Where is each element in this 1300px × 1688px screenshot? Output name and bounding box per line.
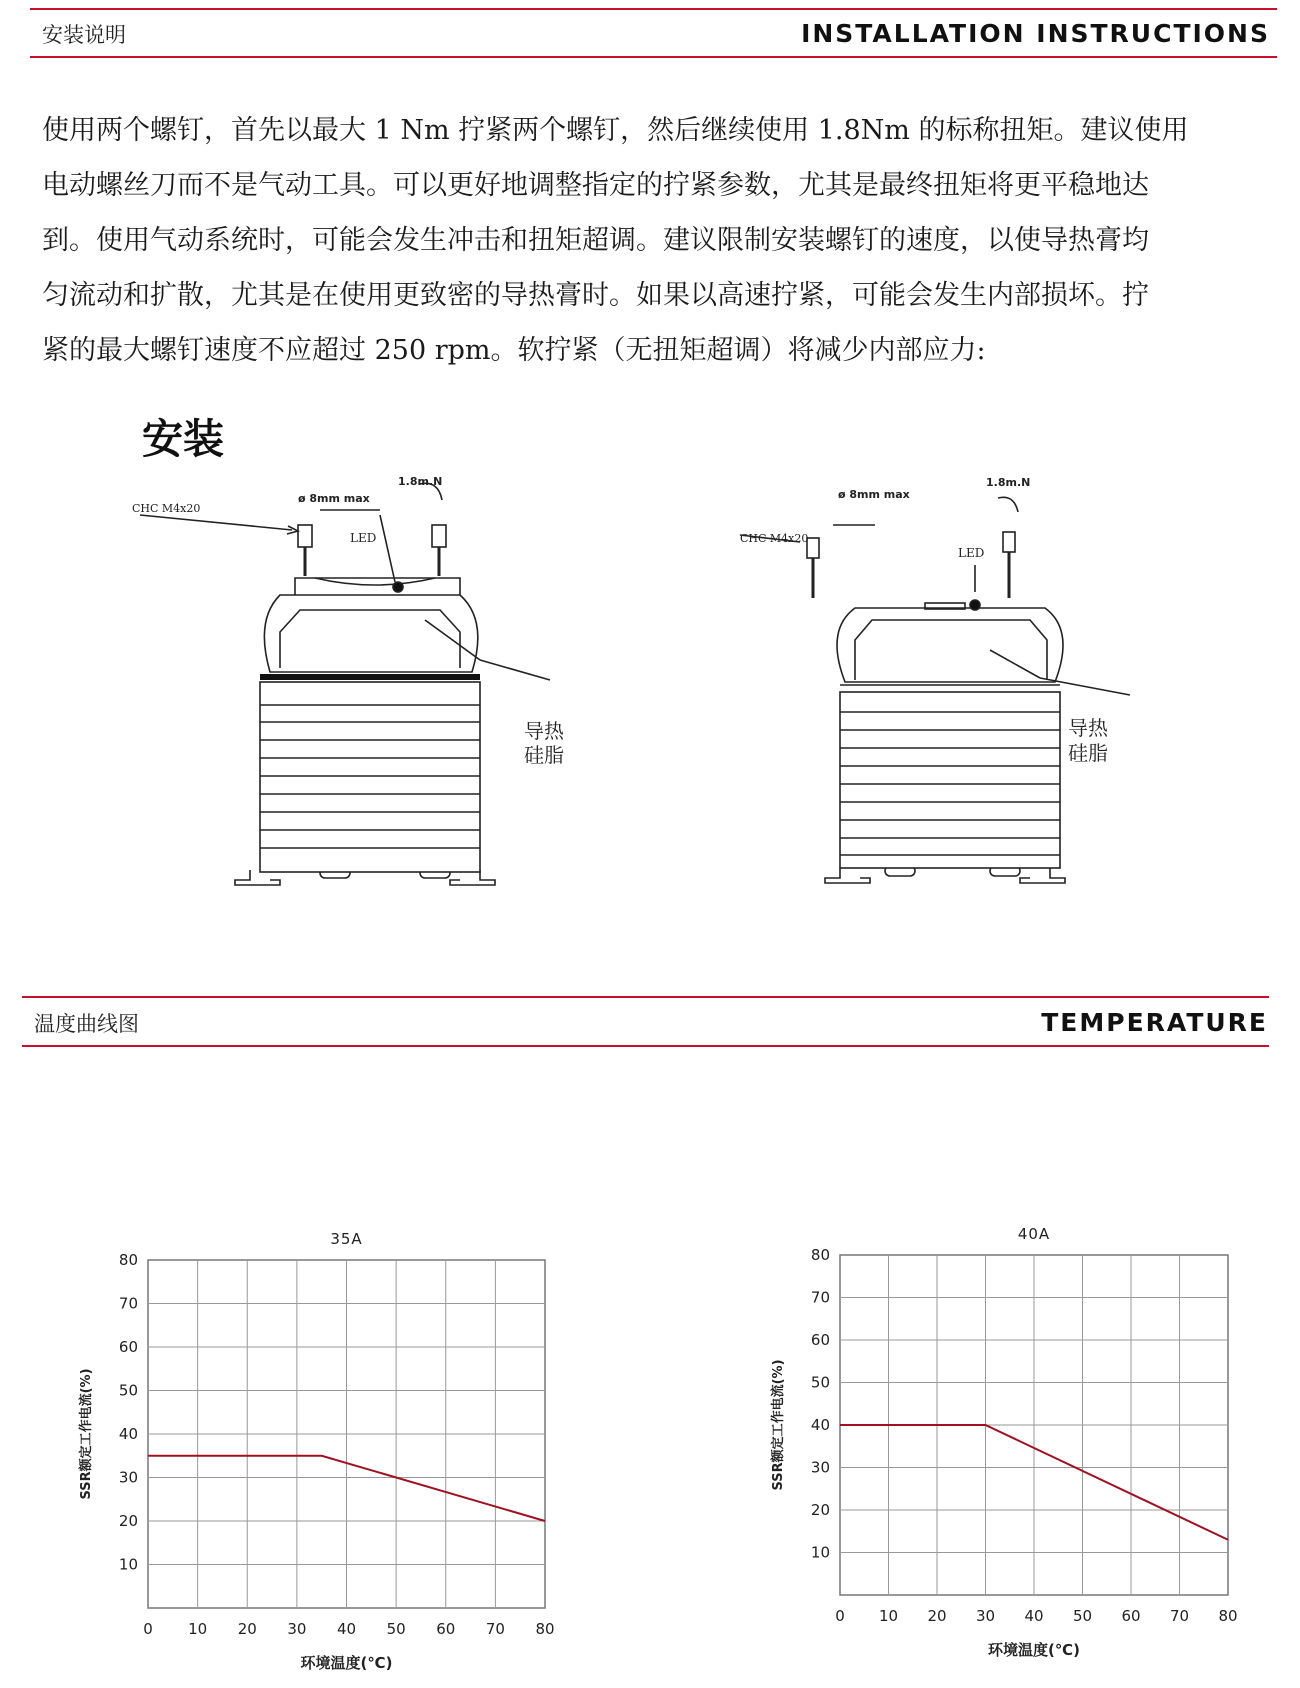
led-label: LED [350, 531, 377, 545]
y-tick-label: 10 [118, 1555, 138, 1574]
section2-title-en: TEMPERATURE [1041, 1008, 1268, 1037]
x-tick-label: 70 [1169, 1607, 1190, 1625]
paragraph-line: 匀流动和扩散，尤其是在使用更致密的导热膏时。如果以高速拧紧，可能会发生内部损坏。拧 [42, 280, 1149, 311]
paste-label-line1: 导热 [1068, 716, 1108, 740]
derating-chart-35a [60, 1210, 580, 1680]
x-tick-label: 50 [1072, 1607, 1093, 1625]
diameter-label: ø 8mm max [838, 488, 910, 501]
x-tick-label: 80 [1218, 1607, 1238, 1625]
y-tick-label: 40 [810, 1416, 830, 1434]
x-tick-label: 70 [485, 1620, 505, 1638]
section2-top-rule [22, 996, 1269, 998]
install-paragraph [42, 103, 1257, 378]
led-label: LED [958, 546, 985, 560]
x-tick-label: 60 [1121, 1607, 1141, 1625]
x-tick-label: 0 [835, 1607, 845, 1625]
x-tick-label: 20 [927, 1607, 947, 1625]
x-tick-label: 10 [878, 1607, 899, 1625]
y-tick-label: 50 [118, 1381, 138, 1400]
section1-bottom-rule [30, 56, 1277, 58]
torque-label: 1.8m.N [986, 476, 1031, 489]
install-diagram-1 [120, 470, 570, 890]
x-axis-label: 环境温度(℃) [988, 1641, 1080, 1659]
paste-label-line2: 硅脂 [524, 743, 564, 767]
y-tick-label: 30 [810, 1458, 830, 1477]
paste-label-line1: 导热 [524, 719, 564, 743]
derating-chart-40a [760, 1205, 1260, 1675]
x-tick-label: 30 [975, 1607, 996, 1625]
y-tick-label: 80 [810, 1246, 830, 1264]
paragraph-line: 紧的最大螺钉速度不应超过 250 rpm。软拧紧（无扭矩超调）将减少内部应力: [42, 335, 986, 366]
y-tick-label: 20 [810, 1501, 830, 1519]
x-tick-label: 50 [386, 1620, 406, 1638]
chart-title: 35A [330, 1230, 363, 1248]
torque-label: 1.8m.N [398, 475, 443, 488]
paragraph-line: 电动螺丝刀而不是气动工具。可以更好地调整指定的拧紧参数，尤其是最终扭矩将更平稳地达 [42, 170, 1149, 201]
section1-title-cn: 安装说明 [42, 23, 126, 47]
y-tick-label: 60 [118, 1338, 138, 1356]
section2-bottom-rule [22, 1045, 1269, 1047]
chart-title: 40A [1017, 1225, 1051, 1243]
x-tick-label: 60 [436, 1620, 456, 1638]
x-tick-label: 30 [287, 1620, 307, 1638]
x-tick-label: 20 [237, 1620, 257, 1638]
y-tick-label: 70 [118, 1294, 138, 1313]
y-axis-label: SSR额定工作电流(%) [79, 1368, 94, 1500]
section1-top-rule [30, 8, 1277, 10]
y-tick-label: 60 [810, 1331, 830, 1349]
section1-title-en: INSTALLATION INSTRUCTIONS [801, 19, 1270, 48]
install-heading: 安装 [142, 415, 224, 463]
x-tick-label: 40 [336, 1620, 357, 1638]
paragraph-line: 使用两个螺钉，首先以最大 1 Nm 拧紧两个螺钉，然后继续使用 1.8Nm 的标称扭矩。建议使用 [42, 115, 1189, 146]
y-tick-label: 50 [810, 1373, 830, 1392]
screw-label: CHC M4x20 [132, 502, 201, 515]
y-tick-label: 40 [118, 1425, 138, 1443]
x-tick-label: 80 [535, 1620, 555, 1638]
screw-label: CHC M4x20 [740, 532, 809, 545]
section2-title-cn: 温度曲线图 [34, 1012, 139, 1036]
paragraph-line: 到。使用气动系统时，可能会发生冲击和扭矩超调。建议限制安装螺钉的速度，以使导热膏均 [42, 225, 1149, 256]
y-tick-label: 20 [118, 1512, 138, 1530]
y-tick-label: 70 [810, 1288, 830, 1307]
x-tick-label: 0 [143, 1620, 153, 1638]
paste-label-line2: 硅脂 [1068, 741, 1108, 765]
y-tick-label: 80 [118, 1251, 138, 1269]
y-tick-label: 10 [810, 1543, 830, 1562]
install-diagram-2 [710, 476, 1170, 890]
y-tick-label: 30 [118, 1468, 138, 1487]
x-tick-label: 10 [188, 1620, 208, 1638]
diameter-label: ø 8mm max [298, 492, 370, 505]
x-tick-label: 40 [1024, 1607, 1044, 1625]
x-axis-label: 环境温度(℃) [300, 1654, 393, 1672]
y-axis-label: SSR额定工作电流(%) [771, 1359, 786, 1491]
